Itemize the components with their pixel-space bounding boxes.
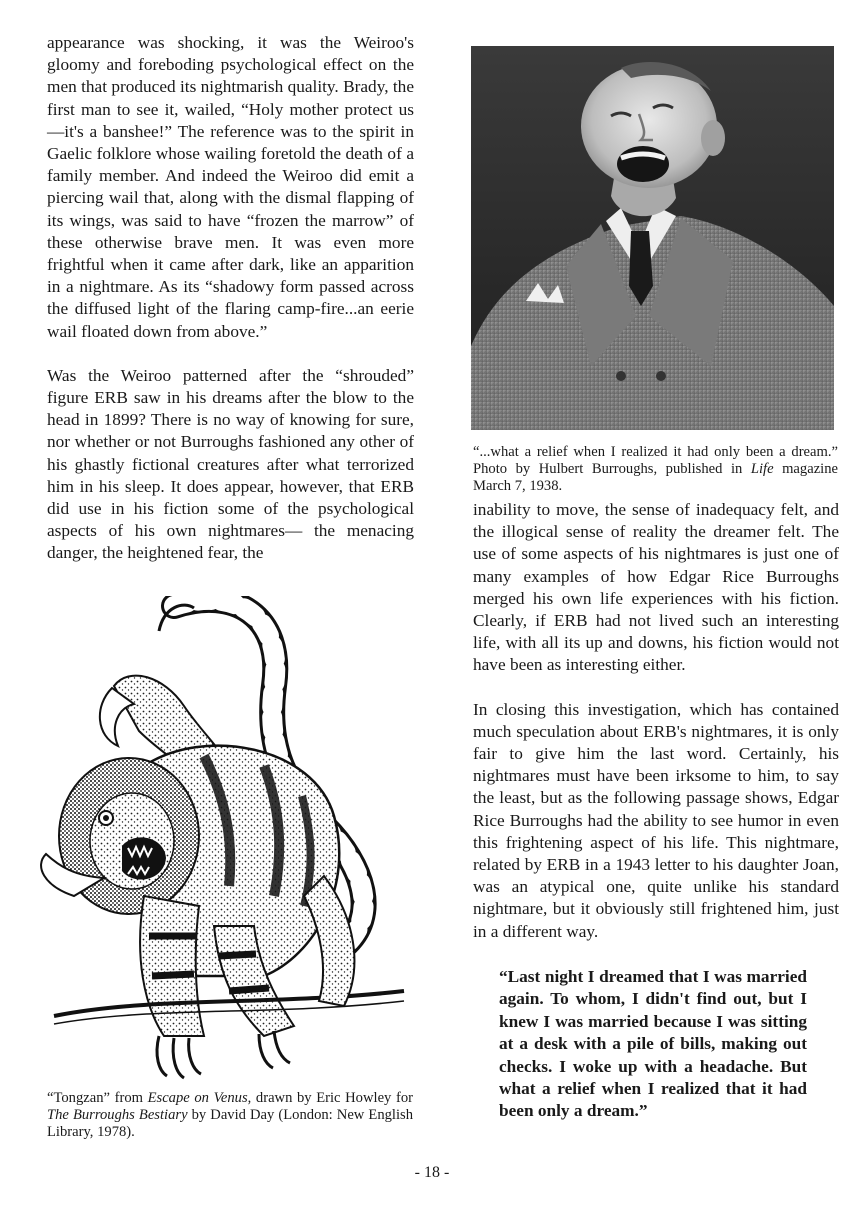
right-paragraph-1: inability to move, the sense of inadequacy felt, and the illogical sense of reality the dreamer felt. The use of some aspects of his nightmares is just one of many examples of how Edgar Rice Burroughs merged his own life experiences with his fiction. Clearly, if ERB had not lived such an interesting life, with all its up and downs, his fiction would not have been as interesting either. — [473, 500, 839, 675]
caption-text: by David Day (London: New English Library, 1978). — [47, 1106, 413, 1140]
caption-title: Escape on Venus — [147, 1090, 248, 1106]
erb-quotation: “Last night I dreamed that I was married again. To whom, I didn't find out, but I knew I was married because I was sitting at a desk with a pile of bills, making out checks. I woke up with a headache. But what a relief when I realized that it had been only a dream.” — [499, 967, 807, 1121]
left-column — [47, 32, 414, 565]
caption-text: “...what a relief when I realized it had only been a dream.” Photo by Hulbert Burroughs, published in — [473, 444, 838, 477]
caption-magazine: Life — [750, 460, 774, 477]
left-paragraph-1: appearance was shocking, it was the Weiroo's gloomy and foreboding psychological effect on the men that produced its nightmarish quality. Brady, the first man to see it, wailed, “Holy mother protect us—it's a banshee!” The reference was to the spirit in Gaelic folklore whose wailing foretold the death of a family member. And indeed the Weiroo did emit a piercing wail that, along with the dismal flapping of its wings, was said to have “frozen the marrow” of these otherwise brave men. It was even more frightful when it came after dark, like an apparition in a nightmare. As its “shadowy form passed across the diffused light of the flaring camp-fire...an eerie wail floated down from above.” — [47, 33, 414, 341]
illustration-caption — [47, 1090, 413, 1140]
tongzan-illustration — [34, 596, 414, 1086]
caption-text: , drawn by Eric Howley for — [247, 1090, 413, 1106]
photo-caption — [473, 444, 838, 494]
caption-text: “Tongzan” from — [47, 1090, 148, 1106]
left-paragraph-2: Was the Weiroo patterned after the “shrouded” figure ERB saw in his dreams after the blow to the head in 1899? There is no way of knowing for sure, nor whether or not Burroughs fashioned any other of his ghastly fictional creatures after what terrorized him in his sleep. It does appear, however, that ERB did use in his fiction some of the psychological aspects of his own nightmares— the menacing danger, the heightened fear, the — [47, 365, 414, 563]
page-number: - 18 - — [414, 1164, 450, 1181]
right-paragraph-2: In closing this investigation, which has contained much speculation about ERB's nightmares, it is only fair to give him the last word. Certainly, his nightmares must have been irksome to him, to say the least, but as the following passage shows, Edgar Rice Burroughs had the ability to see humor in even this frightening aspect of his life. This nightmare, related by ERB in a 1943 letter to his daughter Joan, was an atypical one, quite unlike his standard nightmare, but it obviously still frightened him, just in a different way. — [473, 699, 839, 941]
caption-text: magazine March 7, 1938. — [473, 460, 838, 494]
caption-title: The Burroughs Bestiary — [47, 1106, 188, 1123]
laughing-man-photo — [471, 46, 834, 430]
right-column — [473, 499, 839, 943]
